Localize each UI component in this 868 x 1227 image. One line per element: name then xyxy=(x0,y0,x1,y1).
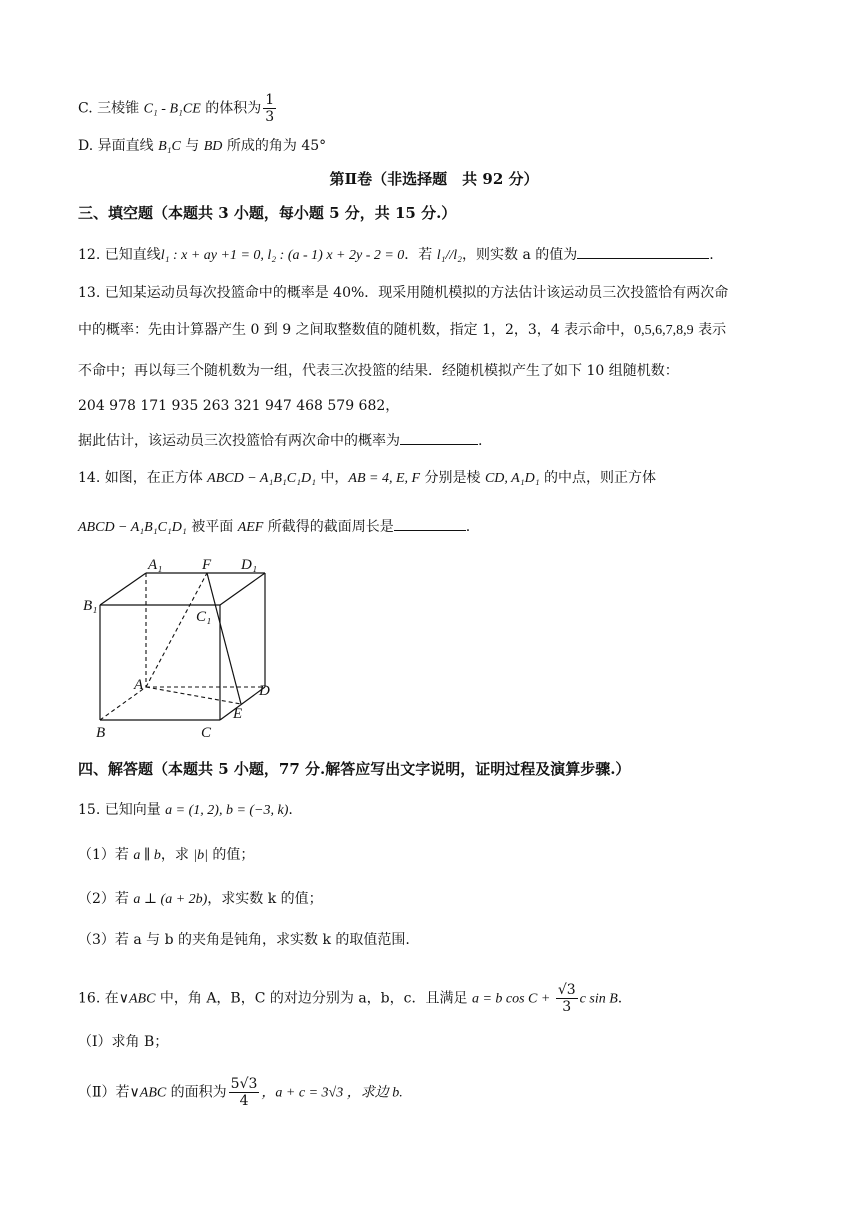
cube-figure xyxy=(78,555,298,745)
option-d: D. 异面直线 B₁C 与 BD 所成的角为 45° xyxy=(78,138,327,154)
question-15-part3: （3）若 a 与 b 的夹角是钝角，求实数 k 的取值范围. xyxy=(78,932,410,948)
section-4-heading: 四、解答题（本题共 5 小题，77 分.解答应写出文字说明，证明过程及演算步骤.） xyxy=(78,760,631,778)
question-13-line5: 据此估计，该运动员三次投篮恰有两次命中的概率为 . xyxy=(78,430,482,451)
option-c: C. 三棱锥 C₁ - B₁CE 的体积为 $\frac{1}{3}$ xyxy=(78,92,275,125)
edge-c1-d1 xyxy=(220,573,265,605)
question-15-part1: （1）若 a ∥ b，求 |b| 的值； xyxy=(78,847,255,863)
part2-title: 第Ⅱ卷（非选择题 共 92 分） xyxy=(329,170,539,188)
section-a-f xyxy=(146,573,207,687)
section-3-heading: 三、填空题（本题共 3 小题，每小题 5 分，共 15 分.） xyxy=(78,204,457,222)
label-a1: A₁ xyxy=(148,557,163,573)
label-f: F xyxy=(202,557,212,573)
label-a: A xyxy=(134,677,144,693)
question-12: 12. 已知直线l₁ : x + ay +1 = 0, l₂ : (a - 1) x + 2y - 2 = 0．若 l₁//l₂，则实数 a 的值为 . xyxy=(78,244,714,266)
question-14-line2: ABCD − A₁B₁C₁D₁ 被平面 AEF 所截得的截面周长是 . xyxy=(78,516,470,538)
question-15: 15. 已知向量 a = (1, 2), b = (−3, k). xyxy=(78,802,293,818)
label-c: C xyxy=(201,725,212,741)
edge-b1-a1 xyxy=(100,573,146,605)
question-13-line1: 13. 已知某运动员每次投篮命中的概率是 40%．现采用随机模拟的方法估计该运动员三次投篮恰有两次命 xyxy=(78,285,729,301)
section-f-e xyxy=(207,573,241,704)
answer-blank-12[interactable] xyxy=(577,244,709,259)
option-c-fraction: $\frac{1}{3}$ xyxy=(265,92,275,125)
label-b: B xyxy=(96,725,106,741)
question-13-line2: 中的概率：先由计算器产生 0 到 9 之间取整数值的随机数，指定 1，2，3，4 表示命中，0,5,6,7,8,9 表示 xyxy=(78,322,727,338)
question-13-line3: 不命中；再以每三个随机数为一组，代表三次投篮的结果．经随机模拟产生了如下 10 组随机数： xyxy=(78,363,679,379)
question-13-line4: 204 978 171 935 263 321 947 468 579 682， xyxy=(78,398,400,414)
label-b1: B₁ xyxy=(83,598,98,614)
question-16: 16. 在∨ABC 中，角 A，B，C 的对边分别为 a，b，c．且满足 a = b cos C + $\frac{√3}{3}$ c sin B. xyxy=(78,982,623,1015)
answer-blank-13[interactable] xyxy=(400,430,478,445)
q16-area-fraction: $\frac{5√3}{4}$ xyxy=(230,1076,258,1109)
question-16-part1: （Ⅰ）求角 B； xyxy=(78,1034,169,1050)
section-a-e xyxy=(146,687,241,704)
option-c-expr: C₁ - B₁CE xyxy=(143,101,201,117)
label-e: E xyxy=(233,706,243,722)
label-d: D xyxy=(259,683,270,699)
question-16-part2: （Ⅱ）若∨ABC 的面积为 $\frac{5√3}{4}$ ，a + c = 3√3 ，求边 b. xyxy=(78,1076,403,1109)
answer-blank-14[interactable] xyxy=(394,516,466,531)
label-c1: C₁ xyxy=(196,609,212,625)
label-d1: D₁ xyxy=(241,557,258,573)
q16-fraction: $\frac{√3}{3}$ xyxy=(557,982,576,1015)
question-14-line1: 14. 如图，在正方体 ABCD − A₁B₁C₁D₁ 中，AB = 4, E, F 分别是棱 CD, A₁D₁ 的中点，则正方体 xyxy=(78,470,657,486)
question-15-part2: （2）若 a ⊥ (a + 2b)，求实数 k 的值； xyxy=(78,891,323,907)
